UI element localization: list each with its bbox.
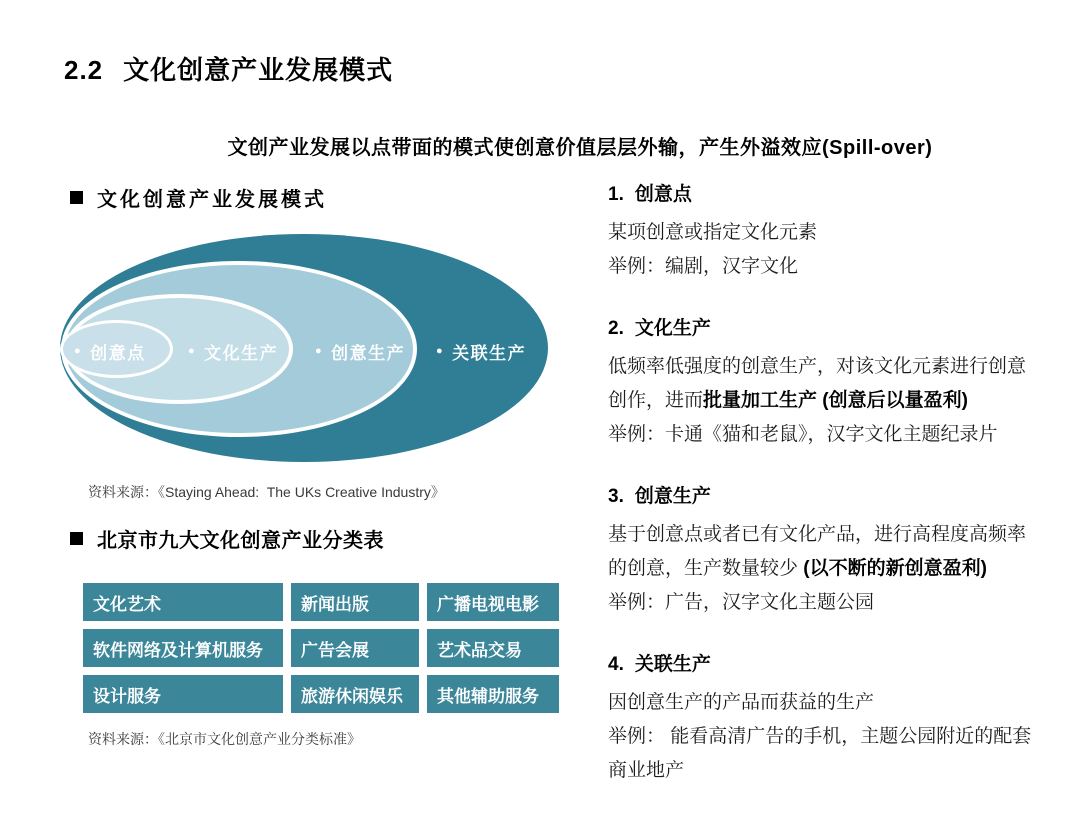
section-line: 商业地产 bbox=[608, 760, 685, 781]
table-cell: 软件网络及计算机服务 bbox=[83, 629, 283, 667]
section-line: 因创意生产的产品而获益的生产 bbox=[608, 692, 875, 713]
section-number: 2. bbox=[608, 318, 624, 339]
table-cell: 艺术品交易 bbox=[427, 629, 559, 667]
section-title: 北京市九大文化创意产业分类表 bbox=[97, 530, 384, 552]
square-bullet-icon bbox=[70, 191, 83, 204]
section-heading-text: 创意点 bbox=[634, 184, 692, 205]
square-bullet-icon bbox=[70, 532, 83, 545]
line-segment-bold: (以不断的新创意盈利) bbox=[803, 558, 987, 579]
numbered-section-1 bbox=[608, 178, 1058, 284]
section-header-development-model bbox=[70, 183, 327, 212]
page-title bbox=[64, 50, 393, 87]
table-cell: 文化艺术 bbox=[83, 583, 283, 621]
section-heading-text: 创意生产 bbox=[634, 486, 711, 507]
numbered-section-3 bbox=[608, 480, 1058, 620]
numbered-section-2 bbox=[608, 312, 1058, 452]
table-cell: 新闻出版 bbox=[291, 583, 419, 621]
line-segment: 的创意，生产数量较少 bbox=[608, 558, 804, 579]
section-number: 3. bbox=[608, 486, 624, 507]
diagram-label-creative-production bbox=[315, 339, 405, 364]
diagram-label-culture-production bbox=[188, 339, 278, 364]
bullet-dot-icon: ● bbox=[436, 345, 445, 357]
source-note-uk: 资料来源：《Staying Ahead: The UKs Creative Industry》 bbox=[88, 484, 445, 500]
section-heading bbox=[608, 480, 1058, 514]
table-cell: 其他辅助服务 bbox=[427, 675, 559, 713]
section-title: 文化创意产业发展模式 bbox=[97, 189, 327, 211]
section-number: 1. bbox=[608, 184, 624, 205]
spillover-diagram bbox=[60, 234, 552, 462]
numbered-section-4 bbox=[608, 648, 1058, 788]
explanation-column bbox=[608, 178, 1058, 816]
table-cell: 广告会展 bbox=[291, 629, 419, 667]
diagram-label-text: 创意点 bbox=[90, 344, 146, 363]
table-cell: 广播电视电影 bbox=[427, 583, 559, 621]
diagram-label-text: 文化生产 bbox=[204, 344, 279, 363]
section-header-beijing-table bbox=[70, 524, 384, 553]
title-number: 2.2 bbox=[64, 55, 104, 85]
section-heading-text: 关联生产 bbox=[634, 654, 711, 675]
section-line bbox=[608, 384, 1058, 418]
diagram-label-creative-point bbox=[74, 339, 146, 364]
bullet-dot-icon: ● bbox=[315, 345, 324, 357]
table-cell: 设计服务 bbox=[83, 675, 283, 713]
section-line bbox=[608, 552, 1058, 586]
section-line: 举例：广告，汉字文化主题公园 bbox=[608, 592, 875, 613]
section-heading bbox=[608, 312, 1058, 346]
slide-subtitle: 文创产业发展以点带面的模式使创意价值层层外输，产生外溢效应(Spill-over) bbox=[227, 137, 933, 159]
line-segment-bold: 批量加工生产 (创意后以量盈利) bbox=[703, 390, 968, 411]
bullet-dot-icon: ● bbox=[188, 345, 197, 357]
section-heading bbox=[608, 178, 1058, 212]
title-text: 文化创意产业发展模式 bbox=[123, 55, 394, 85]
diagram-label-text: 创意生产 bbox=[331, 344, 406, 363]
diagram-label-text: 关联生产 bbox=[452, 344, 527, 363]
section-heading-text: 文化生产 bbox=[634, 318, 711, 339]
section-heading bbox=[608, 648, 1058, 682]
section-line: 举例：卡通《猫和老鼠》，汉字文化主题纪录片 bbox=[608, 424, 998, 445]
table-cell: 旅游休闲娱乐 bbox=[291, 675, 419, 713]
section-line: 某项创意或指定文化元素 bbox=[608, 222, 818, 243]
line-segment: 创作，进而 bbox=[608, 390, 704, 411]
industry-table bbox=[83, 583, 559, 713]
bullet-dot-icon: ● bbox=[74, 345, 83, 357]
section-line: 举例：编剧，汉字文化 bbox=[608, 256, 799, 277]
section-line: 低频率低强度的创意生产，对该文化元素进行创意 bbox=[608, 356, 1027, 377]
section-line: 基于创意点或者已有文化产品，进行高程度高频率 bbox=[608, 524, 1027, 545]
section-number: 4. bbox=[608, 654, 624, 675]
source-note-beijing: 资料来源：《北京市文化创意产业分类标准》 bbox=[88, 731, 361, 747]
section-line: 举例： 能看高清广告的手机，主题公园附近的配套 bbox=[608, 726, 1032, 747]
diagram-label-related-production bbox=[436, 339, 526, 364]
